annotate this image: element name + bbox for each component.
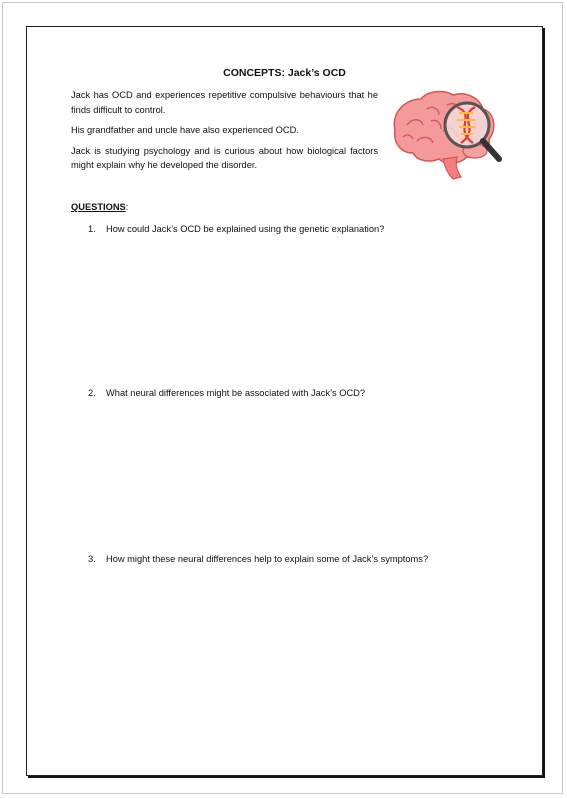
- question-1-number: 1.: [88, 224, 96, 234]
- question-3-number: 3.: [88, 554, 96, 564]
- brain-dna-magnifier-icon: [387, 85, 507, 185]
- worksheet-page: [26, 26, 543, 776]
- intro-paragraph-2: His grandfather and uncle have also experienced OCD.: [71, 125, 299, 136]
- intro-text: [71, 88, 378, 179]
- intro-paragraph-3: Jack is studying psychology and is curious about how biological factors might explain why he developed the disorder.: [71, 145, 378, 171]
- page-title: CONCEPTS: Jack’s OCD: [223, 67, 346, 79]
- question-1: [88, 224, 384, 234]
- question-3: [88, 554, 428, 564]
- question-3-text: How might these neural differences help to explain some of Jack’s symptoms?: [106, 554, 429, 564]
- questions-heading: [71, 202, 128, 212]
- questions-heading-label: QUESTIONS: [71, 202, 126, 212]
- question-2-number: 2.: [88, 388, 96, 398]
- question-1-text: How could Jack’s OCD be explained using the genetic explanation?: [106, 224, 385, 234]
- question-2: [88, 388, 365, 398]
- intro-paragraph-1: Jack has OCD and experiences repetitive compulsive behaviours that he finds difficult to control.: [71, 90, 378, 115]
- questions-heading-colon: :: [125, 202, 129, 212]
- question-2-text: What neural differences might be associated with Jack’s OCD?: [106, 388, 366, 398]
